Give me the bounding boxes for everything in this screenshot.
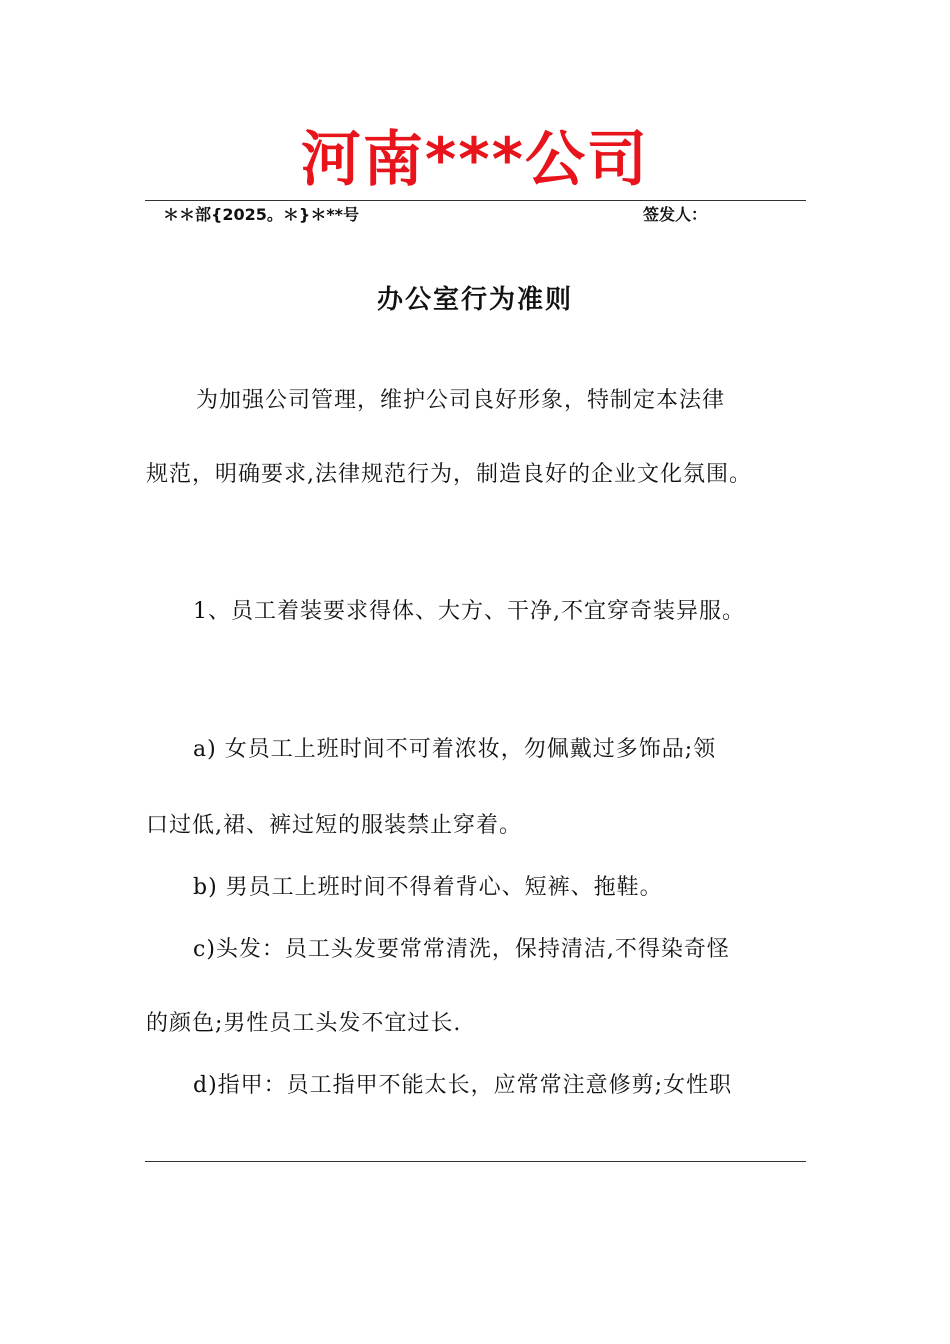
body-line-intro-2: 规范，明确要求,法律规范行为，制造良好的企业文化氛围。 [146, 462, 752, 487]
organization-title: 河南***公司 [300, 125, 650, 195]
header-divider [145, 200, 806, 201]
issuer-label: 签发人： [643, 205, 708, 224]
body-line-item-a-1: a) 女员工上班时间不可着浓妆，勿佩戴过多饰品;领 [193, 737, 717, 762]
document-number: ＊＊部{2025。＊}＊**号 [163, 205, 360, 224]
body-line-intro-1: 为加强公司管理，维护公司良好形象，特制定本法律 [196, 388, 726, 413]
body-line-item-a-2: 口过低,裙、裤过短的服装禁止穿着。 [146, 813, 522, 838]
body-line-item-b: b) 男员工上班时间不得着背心、短裤、拖鞋。 [193, 875, 663, 900]
body-line-item-c-1: c)头发：员工头发要常常清洗，保持清洁,不得染奇怪 [193, 937, 730, 962]
document-title: 办公室行为准则 [376, 285, 573, 315]
body-line-item-c-2: 的颜色;男性员工头发不宜过长. [146, 1011, 462, 1036]
body-line-item-d-1: d)指甲：员工指甲不能太长，应常常注意修剪;女性职 [193, 1073, 733, 1098]
footer-divider [145, 1161, 806, 1162]
body-line-item-1: 1、员工着装要求得体、大方、干净,不宜穿奇装异服。 [193, 599, 745, 624]
